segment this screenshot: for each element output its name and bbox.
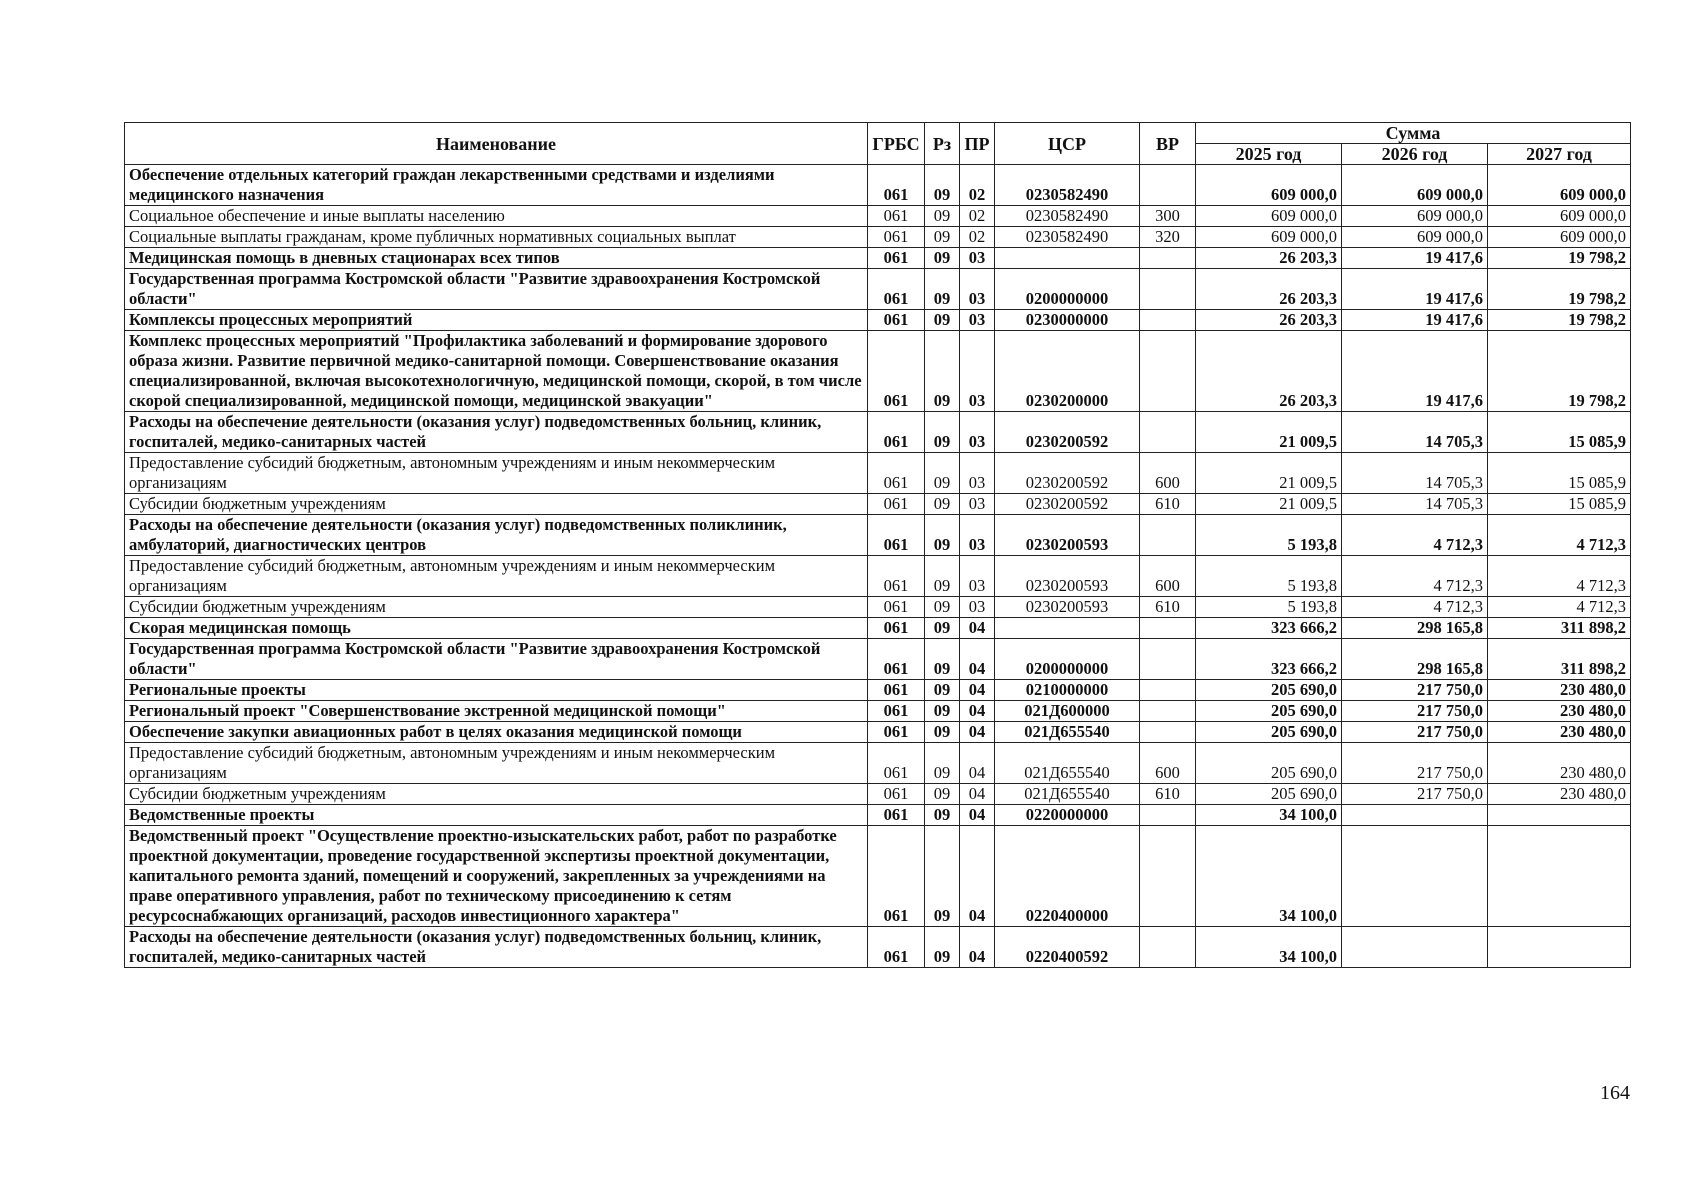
row-rz-cell: 09 xyxy=(925,515,960,556)
row-name-cell: Предоставление субсидий бюджетным, автономным учреждениям и иным некоммерческим организациям xyxy=(125,453,868,494)
row-grbs-cell: 061 xyxy=(868,412,925,453)
row-2026-cell: 298 165,8 xyxy=(1342,618,1488,639)
row-2026-cell: 609 000,0 xyxy=(1342,165,1488,206)
table-body xyxy=(125,165,1631,968)
row-2026-cell: 14 705,3 xyxy=(1342,412,1488,453)
row-2027-cell: 19 798,2 xyxy=(1488,310,1631,331)
row-vr-cell xyxy=(1140,722,1196,743)
row-grbs-cell: 061 xyxy=(868,556,925,597)
row-grbs-cell: 061 xyxy=(868,165,925,206)
row-csr-cell: 021Д600000 xyxy=(995,701,1140,722)
row-2026-cell: 4 712,3 xyxy=(1342,556,1488,597)
row-2026-cell: 19 417,6 xyxy=(1342,331,1488,412)
row-pr-cell: 04 xyxy=(960,722,995,743)
row-2027-cell: 15 085,9 xyxy=(1488,412,1631,453)
table-row xyxy=(125,784,1631,805)
table-row xyxy=(125,206,1631,227)
row-pr-cell: 02 xyxy=(960,227,995,248)
row-grbs-cell: 061 xyxy=(868,805,925,826)
header-name: Наименование xyxy=(125,123,868,165)
row-pr-cell: 04 xyxy=(960,680,995,701)
header-pr: ПР xyxy=(960,123,995,165)
row-name-cell: Обеспечение отдельных категорий граждан лекарственными средствами и изделиями медицинского назначения xyxy=(125,165,868,206)
row-vr-cell xyxy=(1140,165,1196,206)
row-2025-cell: 5 193,8 xyxy=(1196,556,1342,597)
row-vr-cell: 320 xyxy=(1140,227,1196,248)
row-2026-cell: 14 705,3 xyxy=(1342,453,1488,494)
row-2026-cell xyxy=(1342,927,1488,968)
row-2027-cell xyxy=(1488,805,1631,826)
table-row xyxy=(125,639,1631,680)
row-2027-cell xyxy=(1488,927,1631,968)
table-row xyxy=(125,453,1631,494)
row-name-cell: Комплексы процессных мероприятий xyxy=(125,310,868,331)
row-2027-cell: 230 480,0 xyxy=(1488,680,1631,701)
row-2026-cell: 14 705,3 xyxy=(1342,494,1488,515)
row-2026-cell: 217 750,0 xyxy=(1342,784,1488,805)
table-row xyxy=(125,269,1631,310)
row-vr-cell xyxy=(1140,310,1196,331)
table-row xyxy=(125,597,1631,618)
row-rz-cell: 09 xyxy=(925,248,960,269)
row-pr-cell: 04 xyxy=(960,805,995,826)
table-row xyxy=(125,722,1631,743)
row-name-cell: Медицинская помощь в дневных стационарах всех типов xyxy=(125,248,868,269)
row-csr-cell: 0230200592 xyxy=(995,412,1140,453)
row-name-cell: Обеспечение закупки авиационных работ в целях оказания медицинской помощи xyxy=(125,722,868,743)
row-vr-cell: 300 xyxy=(1140,206,1196,227)
row-grbs-cell: 061 xyxy=(868,310,925,331)
row-vr-cell xyxy=(1140,826,1196,927)
row-grbs-cell: 061 xyxy=(868,248,925,269)
header-rz: Рз xyxy=(925,123,960,165)
row-pr-cell: 04 xyxy=(960,701,995,722)
row-rz-cell: 09 xyxy=(925,597,960,618)
row-grbs-cell: 061 xyxy=(868,227,925,248)
row-rz-cell: 09 xyxy=(925,494,960,515)
row-name-cell: Региональный проект "Совершенствование экстренной медицинской помощи" xyxy=(125,701,868,722)
row-csr-cell: 021Д655540 xyxy=(995,784,1140,805)
row-pr-cell: 03 xyxy=(960,597,995,618)
row-rz-cell: 09 xyxy=(925,805,960,826)
row-2027-cell: 230 480,0 xyxy=(1488,722,1631,743)
row-2027-cell: 311 898,2 xyxy=(1488,618,1631,639)
row-name-cell: Региональные проекты xyxy=(125,680,868,701)
row-pr-cell: 03 xyxy=(960,248,995,269)
table-row xyxy=(125,556,1631,597)
row-rz-cell: 09 xyxy=(925,310,960,331)
row-vr-cell xyxy=(1140,927,1196,968)
row-vr-cell xyxy=(1140,331,1196,412)
row-vr-cell: 610 xyxy=(1140,784,1196,805)
row-2026-cell: 217 750,0 xyxy=(1342,743,1488,784)
row-grbs-cell: 061 xyxy=(868,515,925,556)
row-2025-cell: 21 009,5 xyxy=(1196,412,1342,453)
row-2025-cell: 34 100,0 xyxy=(1196,826,1342,927)
row-2025-cell: 26 203,3 xyxy=(1196,269,1342,310)
table-row xyxy=(125,227,1631,248)
row-2025-cell: 323 666,2 xyxy=(1196,618,1342,639)
row-vr-cell: 600 xyxy=(1140,743,1196,784)
row-grbs-cell: 061 xyxy=(868,453,925,494)
row-2027-cell: 4 712,3 xyxy=(1488,515,1631,556)
header-sum: Сумма xyxy=(1196,123,1631,144)
row-csr-cell xyxy=(995,248,1140,269)
row-pr-cell: 03 xyxy=(960,412,995,453)
header-vr: ВР xyxy=(1140,123,1196,165)
row-2025-cell: 26 203,3 xyxy=(1196,331,1342,412)
row-2027-cell: 609 000,0 xyxy=(1488,206,1631,227)
row-rz-cell: 09 xyxy=(925,743,960,784)
row-name-cell: Социальные выплаты гражданам, кроме публичных нормативных социальных выплат xyxy=(125,227,868,248)
row-rz-cell: 09 xyxy=(925,206,960,227)
row-name-cell: Ведомственные проекты xyxy=(125,805,868,826)
row-2025-cell: 34 100,0 xyxy=(1196,805,1342,826)
row-grbs-cell: 061 xyxy=(868,494,925,515)
row-name-cell: Комплекс процессных мероприятий "Профилактика заболеваний и формирование здорового образа жизни. Развитие первичной медико-санитарной помощи. Совершенствование оказания специализированной, включая высокотехнологичную, медицинской помощи, скорой, в том числе скорой специализированной, медицинской помощи, медицинской эвакуации" xyxy=(125,331,868,412)
row-csr-cell: 0230200593 xyxy=(995,556,1140,597)
row-2026-cell: 4 712,3 xyxy=(1342,515,1488,556)
row-rz-cell: 09 xyxy=(925,618,960,639)
row-2025-cell: 26 203,3 xyxy=(1196,248,1342,269)
budget-table xyxy=(124,122,1631,968)
row-csr-cell: 0220400592 xyxy=(995,927,1140,968)
row-name-cell: Государственная программа Костромской области "Развитие здравоохранения Костромской области" xyxy=(125,269,868,310)
row-2027-cell: 311 898,2 xyxy=(1488,639,1631,680)
row-vr-cell: 600 xyxy=(1140,453,1196,494)
table-row xyxy=(125,165,1631,206)
row-rz-cell: 09 xyxy=(925,412,960,453)
row-2025-cell: 26 203,3 xyxy=(1196,310,1342,331)
row-name-cell: Ведомственный проект "Осуществление проектно-изыскательских работ, работ по разработке проектной документации, проведение государственной экспертизы проектной документации, капитального ремонта зданий, помещений и сооружений, закрепленных за учреждениями на праве оперативного управления, работ по техническому присоединению к сетям ресурсоснабжающих организаций, расходов инвестиционного характера" xyxy=(125,826,868,927)
row-2025-cell: 34 100,0 xyxy=(1196,927,1342,968)
row-pr-cell: 04 xyxy=(960,639,995,680)
row-vr-cell: 610 xyxy=(1140,494,1196,515)
row-name-cell: Расходы на обеспечение деятельности (оказания услуг) подведомственных больниц, клиник, госпиталей, медико-санитарных частей xyxy=(125,412,868,453)
row-vr-cell xyxy=(1140,701,1196,722)
row-2027-cell: 609 000,0 xyxy=(1488,227,1631,248)
row-vr-cell: 600 xyxy=(1140,556,1196,597)
row-csr-cell: 021Д655540 xyxy=(995,743,1140,784)
row-2027-cell: 15 085,9 xyxy=(1488,494,1631,515)
table-row xyxy=(125,805,1631,826)
row-csr-cell: 0230200000 xyxy=(995,331,1140,412)
header-grbs: ГРБС xyxy=(868,123,925,165)
row-name-cell: Расходы на обеспечение деятельности (оказания услуг) подведомственных больниц, клиник, госпиталей, медико-санитарных частей xyxy=(125,927,868,968)
row-2027-cell: 230 480,0 xyxy=(1488,784,1631,805)
row-2025-cell: 205 690,0 xyxy=(1196,701,1342,722)
row-name-cell: Скорая медицинская помощь xyxy=(125,618,868,639)
row-vr-cell xyxy=(1140,805,1196,826)
row-2026-cell: 298 165,8 xyxy=(1342,639,1488,680)
row-name-cell: Государственная программа Костромской области "Развитие здравоохранения Костромской области" xyxy=(125,639,868,680)
row-csr-cell: 0220400000 xyxy=(995,826,1140,927)
row-csr-cell: 0230582490 xyxy=(995,165,1140,206)
row-csr-cell: 0230200593 xyxy=(995,597,1140,618)
row-vr-cell xyxy=(1140,248,1196,269)
row-pr-cell: 04 xyxy=(960,743,995,784)
row-csr-cell: 0230000000 xyxy=(995,310,1140,331)
header-year-2027: 2027 год xyxy=(1488,144,1631,165)
row-2027-cell: 230 480,0 xyxy=(1488,701,1631,722)
row-vr-cell: 610 xyxy=(1140,597,1196,618)
row-pr-cell: 03 xyxy=(960,331,995,412)
row-pr-cell: 04 xyxy=(960,826,995,927)
row-grbs-cell: 061 xyxy=(868,618,925,639)
row-rz-cell: 09 xyxy=(925,927,960,968)
row-2026-cell: 609 000,0 xyxy=(1342,206,1488,227)
table-row xyxy=(125,927,1631,968)
row-2026-cell: 609 000,0 xyxy=(1342,227,1488,248)
row-csr-cell xyxy=(995,618,1140,639)
row-rz-cell: 09 xyxy=(925,227,960,248)
row-rz-cell: 09 xyxy=(925,453,960,494)
row-grbs-cell: 061 xyxy=(868,639,925,680)
page-number: 164 xyxy=(1600,1082,1630,1104)
row-pr-cell: 03 xyxy=(960,269,995,310)
row-rz-cell: 09 xyxy=(925,165,960,206)
row-pr-cell: 03 xyxy=(960,453,995,494)
header-year-2025: 2025 год xyxy=(1196,144,1342,165)
table-row xyxy=(125,618,1631,639)
row-vr-cell xyxy=(1140,639,1196,680)
row-grbs-cell: 061 xyxy=(868,680,925,701)
row-pr-cell: 03 xyxy=(960,310,995,331)
row-rz-cell: 09 xyxy=(925,680,960,701)
row-csr-cell: 0230200592 xyxy=(995,494,1140,515)
row-2027-cell: 19 798,2 xyxy=(1488,248,1631,269)
row-rz-cell: 09 xyxy=(925,784,960,805)
row-2027-cell: 19 798,2 xyxy=(1488,331,1631,412)
row-csr-cell: 0230200592 xyxy=(995,453,1140,494)
row-2026-cell: 217 750,0 xyxy=(1342,680,1488,701)
row-2026-cell: 217 750,0 xyxy=(1342,722,1488,743)
table-row xyxy=(125,743,1631,784)
row-vr-cell xyxy=(1140,412,1196,453)
row-2026-cell xyxy=(1342,805,1488,826)
row-rz-cell: 09 xyxy=(925,639,960,680)
row-2026-cell: 217 750,0 xyxy=(1342,701,1488,722)
row-2025-cell: 5 193,8 xyxy=(1196,515,1342,556)
row-2025-cell: 5 193,8 xyxy=(1196,597,1342,618)
row-vr-cell xyxy=(1140,618,1196,639)
table-row xyxy=(125,826,1631,927)
row-pr-cell: 04 xyxy=(960,618,995,639)
row-vr-cell xyxy=(1140,680,1196,701)
row-grbs-cell: 061 xyxy=(868,927,925,968)
row-2025-cell: 205 690,0 xyxy=(1196,743,1342,784)
row-name-cell: Расходы на обеспечение деятельности (оказания услуг) подведомственных поликлиник, амбулаторий, диагностических центров xyxy=(125,515,868,556)
row-name-cell: Субсидии бюджетным учреждениям xyxy=(125,494,868,515)
row-grbs-cell: 061 xyxy=(868,331,925,412)
table-row xyxy=(125,412,1631,453)
header-csr: ЦСР xyxy=(995,123,1140,165)
row-2027-cell: 230 480,0 xyxy=(1488,743,1631,784)
row-rz-cell: 09 xyxy=(925,269,960,310)
row-2026-cell: 19 417,6 xyxy=(1342,269,1488,310)
header-row xyxy=(125,123,1631,144)
table-row xyxy=(125,701,1631,722)
row-2027-cell xyxy=(1488,826,1631,927)
row-vr-cell xyxy=(1140,515,1196,556)
row-pr-cell: 04 xyxy=(960,927,995,968)
row-csr-cell: 0200000000 xyxy=(995,639,1140,680)
row-2025-cell: 205 690,0 xyxy=(1196,680,1342,701)
row-pr-cell: 03 xyxy=(960,556,995,597)
row-pr-cell: 03 xyxy=(960,515,995,556)
row-2025-cell: 21 009,5 xyxy=(1196,453,1342,494)
row-grbs-cell: 061 xyxy=(868,826,925,927)
table-row xyxy=(125,248,1631,269)
row-rz-cell: 09 xyxy=(925,331,960,412)
row-grbs-cell: 061 xyxy=(868,722,925,743)
row-grbs-cell: 061 xyxy=(868,743,925,784)
row-grbs-cell: 061 xyxy=(868,206,925,227)
row-rz-cell: 09 xyxy=(925,722,960,743)
row-name-cell: Предоставление субсидий бюджетным, автономным учреждениям и иным некоммерческим организациям xyxy=(125,743,868,784)
row-name-cell: Субсидии бюджетным учреждениям xyxy=(125,784,868,805)
row-vr-cell xyxy=(1140,269,1196,310)
row-grbs-cell: 061 xyxy=(868,597,925,618)
row-2025-cell: 609 000,0 xyxy=(1196,227,1342,248)
row-csr-cell: 0230582490 xyxy=(995,206,1140,227)
row-rz-cell: 09 xyxy=(925,701,960,722)
row-2025-cell: 205 690,0 xyxy=(1196,722,1342,743)
row-grbs-cell: 061 xyxy=(868,269,925,310)
header-year-2026: 2026 год xyxy=(1342,144,1488,165)
table-row xyxy=(125,310,1631,331)
row-2027-cell: 19 798,2 xyxy=(1488,269,1631,310)
row-pr-cell: 02 xyxy=(960,206,995,227)
table-row xyxy=(125,515,1631,556)
row-csr-cell: 0230582490 xyxy=(995,227,1140,248)
row-pr-cell: 04 xyxy=(960,784,995,805)
row-rz-cell: 09 xyxy=(925,826,960,927)
row-csr-cell: 0210000000 xyxy=(995,680,1140,701)
row-2027-cell: 4 712,3 xyxy=(1488,556,1631,597)
row-2025-cell: 609 000,0 xyxy=(1196,165,1342,206)
row-csr-cell: 0230200593 xyxy=(995,515,1140,556)
row-2025-cell: 609 000,0 xyxy=(1196,206,1342,227)
row-name-cell: Социальное обеспечение и иные выплаты населению xyxy=(125,206,868,227)
row-csr-cell: 0200000000 xyxy=(995,269,1140,310)
row-2026-cell: 19 417,6 xyxy=(1342,310,1488,331)
row-2027-cell: 609 000,0 xyxy=(1488,165,1631,206)
row-pr-cell: 03 xyxy=(960,494,995,515)
table-row xyxy=(125,494,1631,515)
row-2025-cell: 323 666,2 xyxy=(1196,639,1342,680)
row-2027-cell: 15 085,9 xyxy=(1488,453,1631,494)
row-csr-cell: 021Д655540 xyxy=(995,722,1140,743)
row-2025-cell: 205 690,0 xyxy=(1196,784,1342,805)
table-row xyxy=(125,331,1631,412)
row-pr-cell: 02 xyxy=(960,165,995,206)
row-2025-cell: 21 009,5 xyxy=(1196,494,1342,515)
row-2026-cell xyxy=(1342,826,1488,927)
table-row xyxy=(125,680,1631,701)
row-grbs-cell: 061 xyxy=(868,701,925,722)
row-csr-cell: 0220000000 xyxy=(995,805,1140,826)
row-2026-cell: 19 417,6 xyxy=(1342,248,1488,269)
row-grbs-cell: 061 xyxy=(868,784,925,805)
row-2026-cell: 4 712,3 xyxy=(1342,597,1488,618)
row-rz-cell: 09 xyxy=(925,556,960,597)
row-name-cell: Субсидии бюджетным учреждениям xyxy=(125,597,868,618)
row-name-cell: Предоставление субсидий бюджетным, автономным учреждениям и иным некоммерческим организациям xyxy=(125,556,868,597)
row-2027-cell: 4 712,3 xyxy=(1488,597,1631,618)
